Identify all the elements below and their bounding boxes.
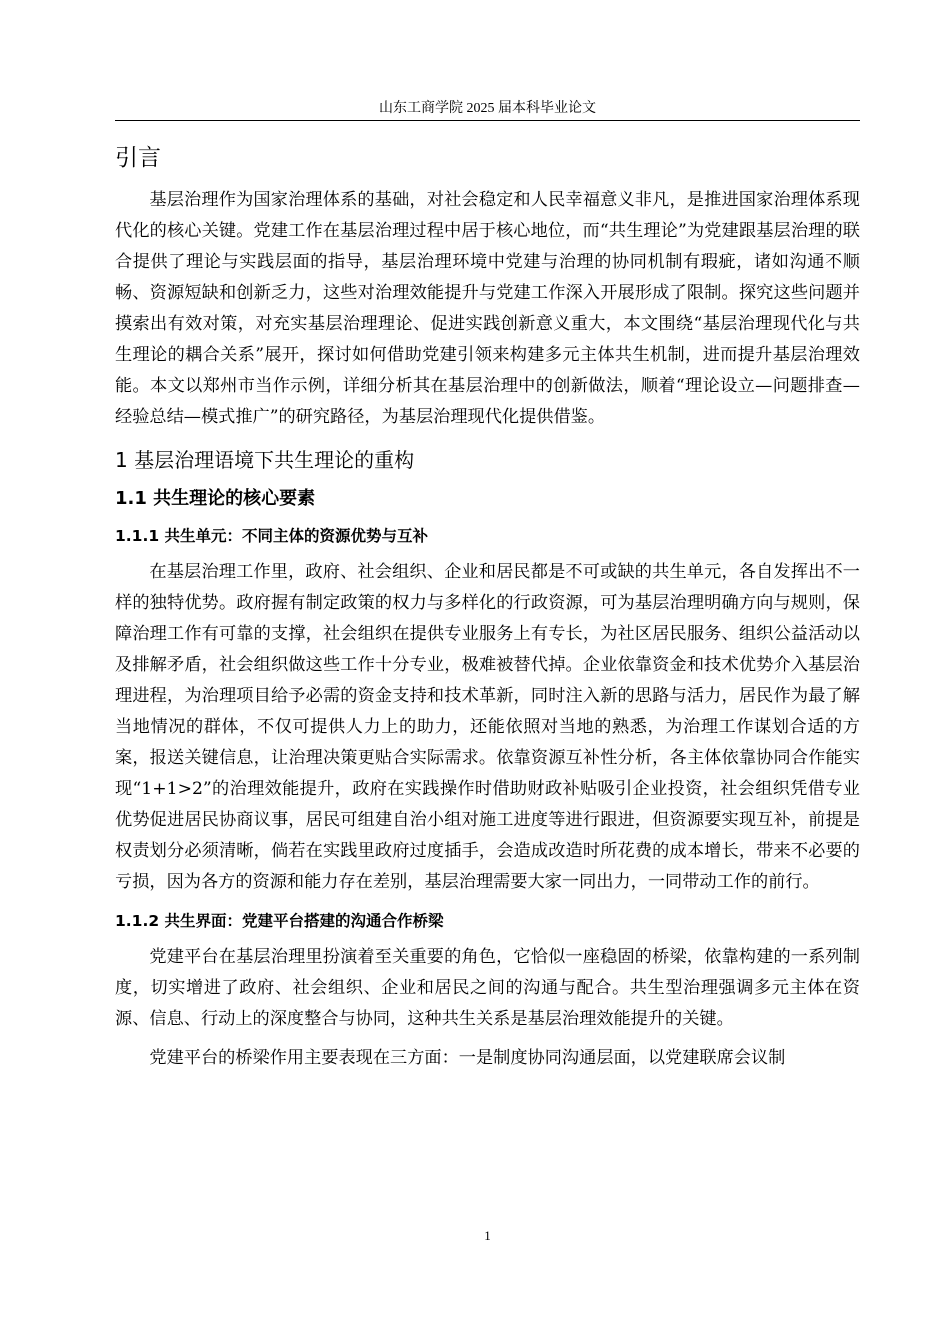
paragraph-intro: 基层治理作为国家治理体系的基础，对社会稳定和人民幸福意义非凡，是推进国家治理体系现代化的核心关键。党建工作在基层治理过程中居于核心地位，而“共生理论”为党建跟基层治理的联合提供了理论与实践层面的指导，基层治理环境中党建与治理的协同机制有瑕疵，诸如沟通不顺畅、资源短缺和创新乏力，这些对治理效能提升与党建工作深入开展形成了限制。探究这些问题并摸索出有效对策，对充实基层治理理论、促进实践创新意义重大，本文围绕“基层治理现代化与共生理论的耦合关系”展开，探讨如何借助党建引领来构建多元主体共生机制，进而提升基层治理效能。本文以郑州市当作示例，详细分析其在基层治理中的创新做法，顺着“理论设立—问题排查—经验总结—模式推广”的研究路径，为基层治理现代化提供借鉴。 — [115, 190, 860, 427]
paragraph-1-1-2-a: 党建平台在基层治理里扮演着至关重要的角色，它恰似一座稳固的桥梁，依靠构建的一系列制度，切实增进了政府、社会组织、企业和居民之间的沟通与配合。共生型治理强调多元主体在资源、信息、行动上的深度整合与协同，这种共生关系是基层治理效能提升的关键。 — [115, 947, 860, 1029]
section-heading-intro: 引言 — [115, 145, 161, 171]
subsection-heading-1-1-2: 1.1.2 共生界面：党建平台搭建的沟通合作桥梁 — [115, 912, 444, 930]
running-header: 山东工商学院 2025 届本科毕业论文 — [379, 101, 596, 116]
paragraph-1-1-1: 在基层治理工作里，政府、社会组织、企业和居民都是不可或缺的共生单元，各自发挥出不一样的独特优势。政府握有制定政策的权力与多样化的行政资源，可为基层治理明确方向与规则，保障治理工作有可靠的支撑，社会组织在提供专业服务上有专长，为社区居民服务、组织公益活动以及排解矛盾，社会组织做这些工作十分专业，极难被替代掉。企业依靠资金和技术优势介入基层治理进程，为治理项目给予必需的资金支持和技术革新，同时注入新的思路与活力，居民作为最了解当地情况的群体，不仅可提供人力上的助力，还能依照对当地的熟悉，为治理工作谋划合适的方案，报送关键信息，让治理决策更贴合实际需求。依靠资源互补性分析，各主体依靠协同合作能实现“1+1>2”的治理效能提升，政府在实践操作时借助财政补贴吸引企业投资，社会组织凭借专业优势促进居民协商议事，居民可组建自治小组对施工进度等进行跟进，但资源要实现互补，前提是权责划分必须清晰，倘若在实践里政府过度插手，会造成改造时所花费的成本增长，带来不必要的亏损，因为各方的资源和能力存在差别，基层治理需要大家一同出力，一同带动工作的前行。 — [115, 562, 860, 892]
subsection-heading-1-1-1: 1.1.1 共生单元：不同主体的资源优势与互补 — [115, 527, 429, 545]
document-body — [115, 135, 860, 1074]
paragraph-1-1-2-b: 党建平台的桥梁作用主要表现在三方面：一是制度协同沟通层面，以党建联席会议制 — [149, 1048, 786, 1068]
page-number: 1 — [484, 1228, 491, 1243]
section-heading-1-1: 1.1 共生理论的核心要素 — [115, 488, 316, 509]
header-rule — [115, 120, 860, 121]
chapter-heading-1: 1 基层治理语境下共生理论的重构 — [115, 448, 415, 472]
